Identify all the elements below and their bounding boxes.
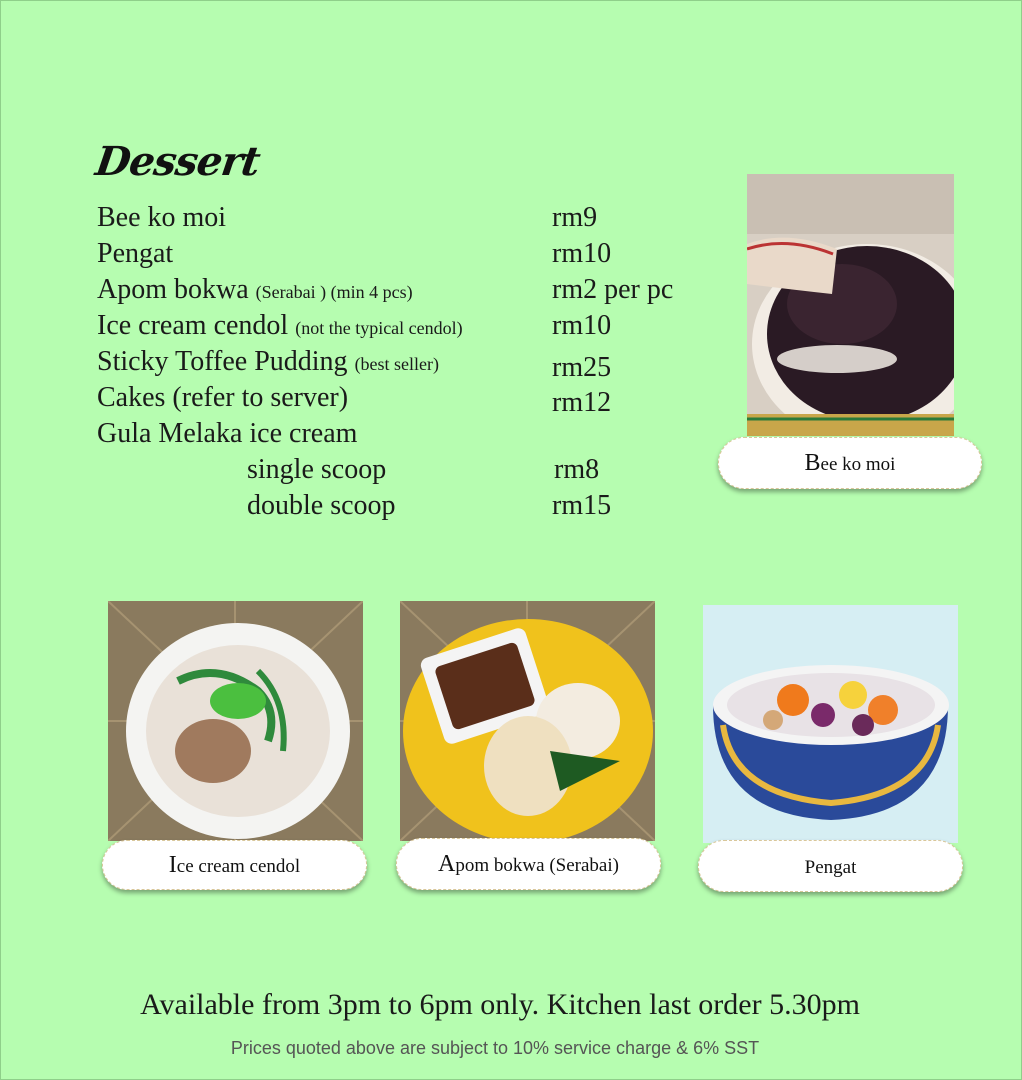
menu-subitem bbox=[97, 488, 717, 524]
availability-note: Available from 3pm to 6pm only. Kitchen last order 5.30pm bbox=[140, 988, 860, 1021]
apom-bokwa-caption: Apom bokwa (Serabai) bbox=[396, 838, 661, 890]
item-name: Bee ko moi bbox=[97, 202, 227, 233]
item-note: (Serabai ) (min 4 pcs) bbox=[255, 282, 413, 302]
bee-ko-moi-photo bbox=[747, 174, 954, 436]
service-charge-disclaimer: Prices quoted above are subject to 10% service charge & 6% SST bbox=[230, 1038, 760, 1058]
item-name: Gula Melaka ice cream bbox=[97, 418, 358, 449]
item-price: rm15 bbox=[552, 490, 612, 521]
item-name: Sticky Toffee Pudding bbox=[97, 346, 348, 377]
menu-item bbox=[97, 344, 717, 383]
dessert-menu-list bbox=[97, 200, 717, 524]
menu-item bbox=[97, 272, 717, 308]
item-price: rm12 bbox=[552, 387, 612, 418]
item-name: Pengat bbox=[97, 238, 174, 269]
menu-item bbox=[97, 308, 717, 344]
item-price: rm9 bbox=[552, 202, 598, 233]
menu-subitem bbox=[97, 452, 717, 488]
item-price: rm10 bbox=[552, 238, 612, 269]
item-note: (not the typical cendol) bbox=[295, 318, 463, 338]
apom-bokwa-photo bbox=[400, 601, 655, 841]
item-price: rm2 per pc bbox=[552, 274, 674, 305]
pengat-photo bbox=[703, 605, 958, 843]
item-name: double scoop bbox=[247, 490, 396, 521]
menu-item bbox=[97, 380, 717, 416]
ice-cream-cendol-photo bbox=[108, 601, 363, 841]
ice-cream-cendol-caption: Ice cream cendol bbox=[102, 840, 367, 890]
item-name: Cakes (refer to server) bbox=[97, 382, 349, 413]
menu-item bbox=[97, 200, 717, 236]
item-price: rm10 bbox=[552, 310, 612, 341]
section-heading: Dessert bbox=[92, 138, 263, 185]
menu-item bbox=[97, 416, 717, 452]
bee-ko-moi-caption: Bee ko moi bbox=[718, 437, 982, 489]
item-note: (best seller) bbox=[354, 354, 440, 374]
item-price: rm25 bbox=[552, 352, 612, 383]
menu-item bbox=[97, 236, 717, 272]
pengat-caption: Pengat bbox=[698, 840, 963, 892]
item-name: Apom bokwa bbox=[97, 274, 249, 305]
item-price: rm8 bbox=[554, 454, 600, 485]
item-name: single scoop bbox=[247, 454, 387, 485]
item-name: Ice cream cendol bbox=[97, 310, 289, 341]
